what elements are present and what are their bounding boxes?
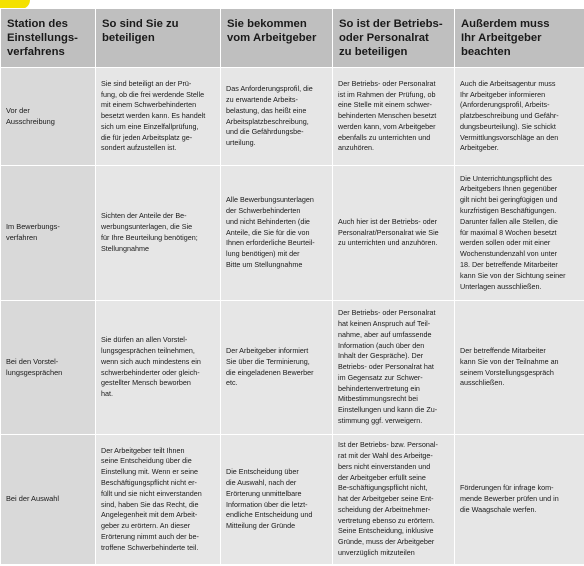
- stage-cell: Bei den Vorstel- lungsgesprächen: [1, 301, 96, 435]
- table-row: [1, 435, 584, 565]
- table-cell: Auch die Arbeitsagentur muss Ihr Arbeitgeber informieren (Anforderungsprofil, Arbeits- platzbeschreibung und Gefähr- dungsbeurteilung). Sie schickt Vermittlungsvorschläge an den Arbeitgeber.: [455, 68, 584, 166]
- header-from-employer: Sie bekommen vom Arbeitgeber: [221, 9, 333, 68]
- table-cell: Ist der Betriebs- bzw. Personal- rat mit der Wahl des Arbeitge- bers nicht einverstanden und der Arbeitgeber erfüllt seine Be-schäftigungspflicht nicht, hat der Arbeitgeber seine Ent- scheidung der Arbeitnehmer- vertretung ebenso zu erörtern. Seine Entscheidung, inklusive Gründe, muss der Arbeitgeber unverzüglich mitzuteilen: [333, 435, 455, 565]
- stage-cell: Bei der Auswahl: [1, 435, 96, 565]
- stage-cell: Vor der Ausschreibung: [1, 68, 96, 166]
- table-cell: Sie sind beteiligt an der Prü- fung, ob die frei werdende Stelle mit einem Schwerbehinderten besetzt werden kann. Es handelt sich um eine Einzelfallprüfung, die für jeden Arbeitsplatz ge- sondert aufzustellen ist.: [96, 68, 221, 166]
- table-cell: Das Anforderungsprofil, die zu erwartende Arbeits- belastung, das heißt eine Arbeitsplatzbeschreibung, und die Gefährdungsbe- urteilung.: [221, 68, 333, 166]
- table-cell: Förderungen für infrage kom- mende Bewerber prüfen und in die Waagschale werfen.: [455, 435, 584, 565]
- header-employer-obligations: Außerdem muss Ihr Arbeitgeber beachten: [455, 9, 584, 68]
- table-row: [1, 166, 584, 301]
- table-row: [1, 68, 584, 166]
- table-cell: Auch hier ist der Betriebs- oder Personalrat/Personalrat wie Sie zu unterrichten und anzuhören.: [333, 166, 455, 301]
- header-works-council: So ist der Betriebs- oder Personalrat zu beteiligen: [333, 9, 455, 68]
- table-cell: Der Betriebs- oder Personalrat ist im Rahmen der Prüfung, ob eine Stelle mit einem schwer- behinderten Menschen besetzt werden kann, vom Arbeitgeber ebenfalls zu unterrichten und anzuhören.: [333, 68, 455, 166]
- table-cell: Alle Bewerbungsunterlagen der Schwerbehinderten und nicht Behinderten (die Anteile, die Sie für die von Ihnen erforderliche Beurteil- lung benötigen) mit der Bitte um Stellungnahme: [221, 166, 333, 301]
- table-cell: Der Betriebs- oder Personalrat hat keinen Anspruch auf Teil- nahme, aber auf umfassende Information (auch über den Inhalt der Gespräche). Der Betriebs- oder Personalrat hat im Gegensatz zur Schwer- behindertenvertretung ein Mitbestimmungsrecht bei Einstellungen und kann die Zu- stimmung ggf. verweigern.: [333, 301, 455, 435]
- table-cell: Der Arbeitgeber informiert Sie über die Terminierung, die eingeladenen Bewerber etc.: [221, 301, 333, 435]
- table-cell: Sie dürfen an allen Vorstel- lungsgesprächen teilnehmen, wenn sich auch mindestens ein schwerbehinderter oder gleich- gestellter Mensch beworben hat.: [96, 301, 221, 435]
- header-row: [1, 9, 584, 68]
- header-stage: Station des Einstellungs- verfahrens: [1, 9, 96, 68]
- table-cell: Der Arbeitgeber teilt Ihnen seine Entscheidung über die Einstellung mit. Wenn er seine Beschäftigungspflicht nicht er- füllt und sie nicht einverstanden sind, haben Sie das Recht, die Angelegenheit mit dem Arbeit- geber zu erörtern. An dieser Erörterung nimmt auch der be- troffene Schwerbehinderte teil.: [96, 435, 221, 565]
- stage-cell: Im Bewerbungs- verfahren: [1, 166, 96, 301]
- table-cell: Der betreffende Mitarbeiter kann Sie von der Teilnahme an seinem Vorstellungsgespräch ausschließen.: [455, 301, 584, 435]
- table-cell: Sichten der Anteile der Be- werbungsunterlagen, die Sie für Ihre Beurteilung benötigen; Stellungnahme: [96, 166, 221, 301]
- header-participation: So sind Sie zu beteiligen: [96, 9, 221, 68]
- table-cell: Die Unterrichtungspflicht des Arbeitgebers Ihnen gegenüber gilt nicht bei geringfügigen und kurzfristigen Beschäftigungen. Darunter fallen alle Stellen, die für maximal 8 Wochen besetzt werden sollen oder mit einer Wochenstundenzahl von unter 18. Der betreffende Mitarbeiter kann Sie von der Sichtung seiner Unterlagen ausschließen.: [455, 166, 584, 301]
- participation-table: [0, 8, 584, 565]
- table-cell: Die Entscheidung über die Auswahl, nach der Erörterung unmittelbare Information über die letzt- endliche Entscheidung und Mitteilung der Gründe: [221, 435, 333, 565]
- table-row: [1, 301, 584, 435]
